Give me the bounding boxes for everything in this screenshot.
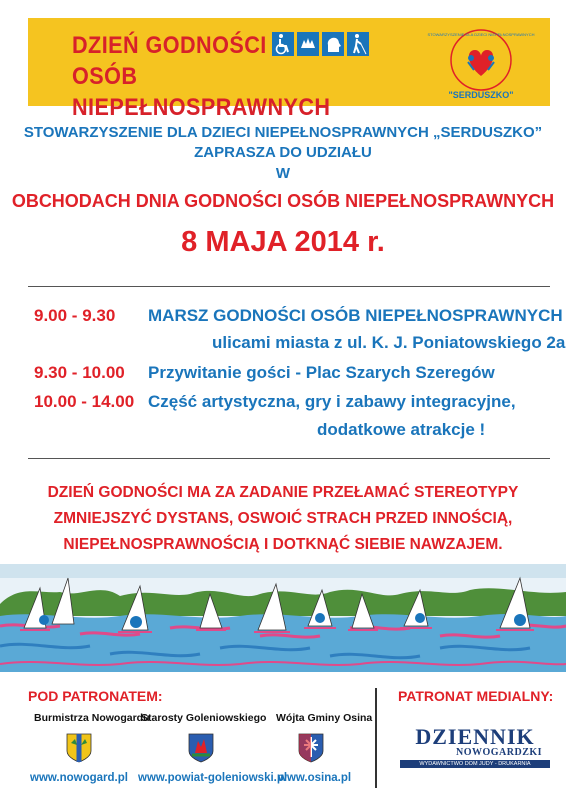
blind-person-icon [347,32,369,56]
event-date: 8 MAJA 2014 r. [181,226,385,258]
motto-line1: DZIEŃ GODNOŚCI MA ZA ZADANIE PRZEŁAMAĆ STEREOTYPY [47,484,519,501]
dziennik-nowogardzki-logo [400,712,550,772]
motto-line3: NIEPEŁNOSPRAWNOŚCIĄ I DOTKNĄĆ SIEBIE NAWZAJEM. [63,536,503,553]
patron-url-link[interactable]: www.osina.pl [278,772,352,784]
patronage-label: POD PATRONATEM: [28,688,163,704]
wheelchair-icon [272,32,294,56]
head-profile-icon [322,32,344,56]
intro-line3: W [275,165,291,182]
schedule-time: 10.00 - 14.00 [34,392,135,411]
media-tagline: WYDAWNICTWO DOM JUDY - DRUKARNIA [400,760,550,768]
logo-arc-text: STOWARZYSZENIE DLA DZIECI NIEPEŁNOSPRAWNYCH [427,32,535,37]
header-title-line1: DZIEŃ GODNOŚCI [72,32,267,59]
schedule-desc: ulicami miasta z ul. K. J. Poniatowskiego 2a [212,333,566,352]
schedule-time: 9.30 - 10.00 [34,363,125,382]
sign-language-icon [297,32,319,56]
serduszko-logo [427,24,535,102]
schedule-desc: Przywitanie gości - Plac Szarych Szeregów [148,363,495,382]
header-banner [28,18,550,121]
media-subtitle: NOWOGARDZKI [456,747,543,758]
footer-divider [375,688,377,788]
divider-top [28,286,550,287]
header-title-line2: OSÓB NIEPEŁNOSPRAWNYCH [72,63,331,121]
intro-line1: STOWARZYSZENIE DLA DZIECI NIEPEŁNOSPRAWNYCH „SERDUSZKO” [23,124,543,141]
divider-bottom [28,458,550,459]
patron-name: Starosty Goleniowskiego [141,712,267,724]
sailboats-painting [0,564,566,672]
patron-url-link[interactable]: www.powiat-goleniowski.pl [138,772,288,784]
powiat-goleniowski-crest-icon [188,733,214,763]
intro-line2: ZAPRASZA DO UDZIAŁU [194,144,372,161]
media-patronage-label: PATRONAT MEDIALNY: [398,688,554,704]
osina-crest-icon [298,733,324,763]
schedule-time: 9.00 - 9.30 [34,306,116,325]
schedule-desc: MARSZ GODNOŚCI OSÓB NIEPEŁNOSPRAWNYCH [148,306,563,325]
intro-line4: OBCHODACH DNIA GODNOŚCI OSÓB NIEPEŁNOSPRAWNYCH [11,191,555,211]
media-title: DZIENNIK [415,724,535,749]
motto-line2: ZMNIEJSZYĆ DYSTANS, OSWOIĆ STRACH PRZED INNOŚCIĄ, [53,510,513,527]
nowogard-crest-icon [66,733,92,763]
disability-icons [272,32,369,56]
patron-url-link[interactable]: www.nowogard.pl [30,772,128,784]
logo-name: "SERDUSZKO" [448,90,514,100]
schedule-desc: dodatkowe atrakcje ! [317,420,486,439]
patron-name: Burmistrza Nowogardu [34,712,150,724]
schedule-desc: Część artystyczna, gry i zabawy integracyjne, [148,392,516,411]
patron-name: Wójta Gminy Osina [276,712,373,724]
